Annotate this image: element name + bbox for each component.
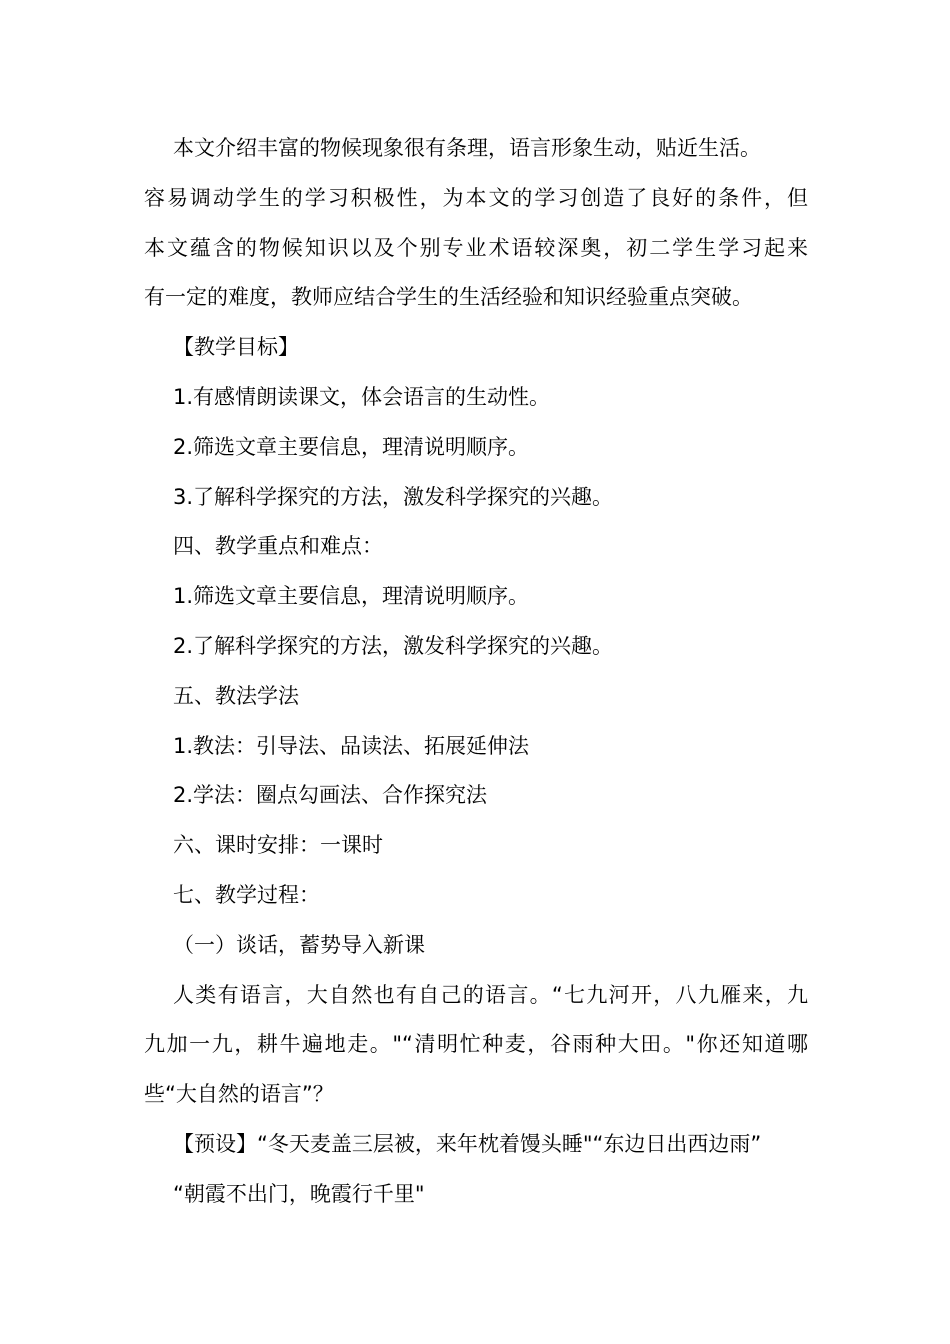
goal-item-2: 2.筛选文章主要信息，理清说明顺序。 (173, 434, 530, 459)
key-point-item-1: 1.筛选文章主要信息，理清说明顺序。 (173, 584, 530, 609)
paragraph-intro-line-2: 容易调动学生的学习积极性，为本文的学习创造了良好的条件，但 (144, 185, 808, 210)
method-item-2: 2.学法：圈点勾画法、合作探究法 (173, 783, 488, 808)
method-item-1: 1.教法：引导法、品读法、拓展延伸法 (173, 733, 530, 758)
preset-line-1: 【预设】“冬天麦盖三层被，来年枕着馒头睡"“东边日出西边雨” (173, 1131, 762, 1156)
paragraph-language-line-1: 人类有语言，大自然也有自己的语言。“七九河开，八九雁来，九 (173, 982, 808, 1007)
heading-methods: 五、教法学法 (173, 683, 299, 708)
document-page (144, 124, 808, 1220)
heading-key-points: 四、教学重点和难点： (173, 534, 383, 559)
heading-process: 七、教学过程： (173, 882, 320, 907)
paragraph-intro-line-3: 本文蕴含的物候知识以及个别专业术语较深奥，初二学生学习起来 (144, 235, 808, 260)
paragraph-intro-line-1: 本文介绍丰富的物候现象很有条理，语言形象生动，贴近生活。 (173, 136, 761, 160)
paragraph-language-line-3: 些“大自然的语言”？ (144, 1082, 334, 1107)
preset-line-2: “朝霞不出门，晚霞行千里" (173, 1181, 425, 1206)
paragraph-intro-line-4: 有一定的难度，教师应结合学生的生活经验和知识经验重点突破。 (144, 285, 753, 310)
subheading-intro: （一）谈话，蓄势导入新课 (173, 932, 425, 957)
heading-teaching-goals: 【教学目标】 (173, 335, 299, 360)
key-point-item-2: 2.了解科学探究的方法，激发科学探究的兴趣。 (173, 633, 614, 658)
goal-item-1: 1.有感情朗读课文，体会语言的生动性。 (173, 384, 551, 409)
paragraph-language-line-2: 九加一九，耕牛遍地走。"“清明忙种麦，谷雨种大田。"你还知道哪 (144, 1032, 808, 1057)
heading-schedule: 六、课时安排：一课时 (173, 833, 383, 858)
goal-item-3: 3.了解科学探究的方法，激发科学探究的兴趣。 (173, 484, 614, 509)
